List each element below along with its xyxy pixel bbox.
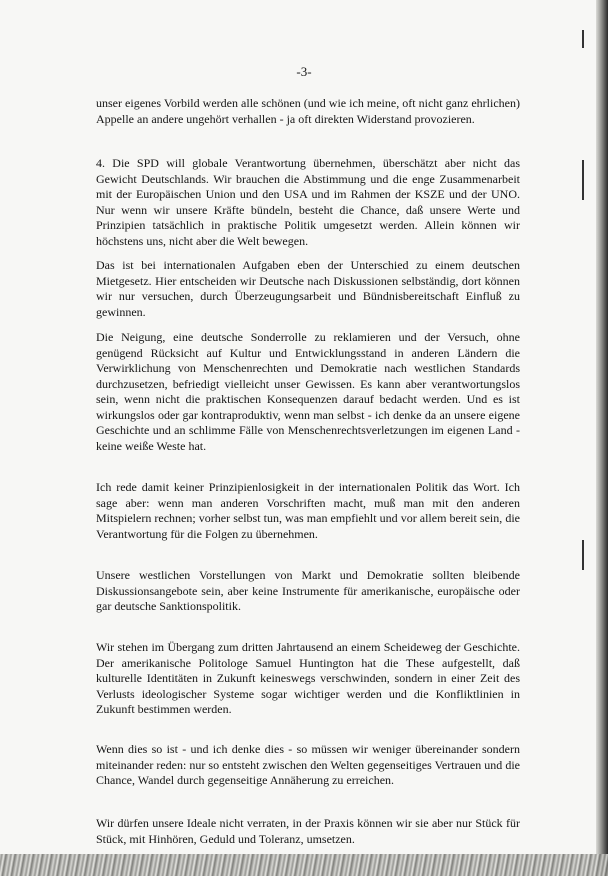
- scan-mark: [582, 30, 584, 48]
- paragraph: Wenn dies so ist - und ich denke dies - so müssen wir weniger übereinander sondern miteinander reden: nur so entsteht zwischen den Welten gegenseitiges Vertrauen und die Chance, Wandel durch gegenseitige Annäherung zu erreichen.: [96, 742, 520, 787]
- paragraph: Das ist bei internationalen Aufgaben eben der Unterschied zu einem deutschen Mietgesetz. Hier entscheiden wir Deutsche nach Diskussionen selbständig, dort können wir nur versuchen, durch Überzeugungsarbeit und Bündnisbereitschaft Einfluß zu gewinnen.: [96, 258, 520, 319]
- paragraph: unser eigenes Vorbild werden alle schönen (und wie ich meine, oft nicht ganz ehrlichen) Appelle an andere ungehört verhallen - ja oft direkten Widerstand provozieren.: [96, 96, 520, 126]
- paragraph: Die Neigung, eine deutsche Sonderrolle zu reklamieren und der Versuch, ohne genügend Rücksicht auf Kultur und Entwicklungsstand in anderen Ländern die Verwirklichung von Menschenrechten und Demokratie nach westlichen Standards durchzusetzen, befriedigt vielleicht unser Gewissen. Es kann aber verantwortungslos sein, wenn nicht die praktischen Konsequenzen darauf bedacht werden. Und es ist wirkungslos oder gar kontraproduktiv, wenn man selbst - ich denke da an unsere eigene Geschichte und an schlimme Fälle von Menschenrechtsverletzungen im eigenen Land - keine weiße Weste hat.: [96, 330, 520, 453]
- scan-edge-bottom: [0, 854, 608, 876]
- scan-mark: [582, 160, 584, 200]
- scan-edge-right: [596, 0, 608, 876]
- paragraph: Ich rede damit keiner Prinzipienlosigkeit in der internationalen Politik das Wort. Ich sage aber: wenn man anderen Vorschriften macht, muß man mit den anderen Mitspielern rechnen; vorher selbst tun, was man empfiehlt und vor allem bereit sein, die Verantwortung für die Folgen zu übernehmen.: [96, 480, 520, 541]
- paragraph: Wir dürfen unsere Ideale nicht verraten, in der Praxis können wir sie aber nur Stück für Stück, mit Hinhören, Geduld und Toleranz, umsetzen.: [96, 816, 520, 846]
- paragraph: 4. Die SPD will globale Verantwortung übernehmen, überschätzt aber nicht das Gewicht Deutschlands. Wir brauchen die Abstimmung und die enge Zusammenarbeit mit der Europäischen Union und den USA und im Rahmen der KSZE und der UNO. Nur wenn wir unsere Kräfte bündeln, besteht die Chance, daß unsere Werte und Prinzipien tatsächlich in praktische Politik umgesetzt werden. Allein können wir höchstens uns, nicht aber die Welt bewegen.: [96, 156, 520, 248]
- scan-mark: [582, 540, 584, 570]
- paragraph: Wir stehen im Übergang zum dritten Jahrtausend an einem Scheideweg der Geschichte. Der amerikanische Politologe Samuel Huntington hat die These aufgestellt, daß kulturelle Identitäten in Zukunft keineswegs verschwinden, sondern in einer Zeit des Verlusts ideologischer Systeme sogar wichtiger werden und die Konfliktlinien in Zukunft bestimmen werden.: [96, 640, 520, 716]
- page-number: -3-: [296, 64, 312, 79]
- paragraph: Unsere westlichen Vorstellungen von Markt und Demokratie sollten bleibende Diskussionsangebote sein, aber keine Instrumente für amerikanische, europäische oder gar deutsche Sanktionspolitik.: [96, 568, 520, 613]
